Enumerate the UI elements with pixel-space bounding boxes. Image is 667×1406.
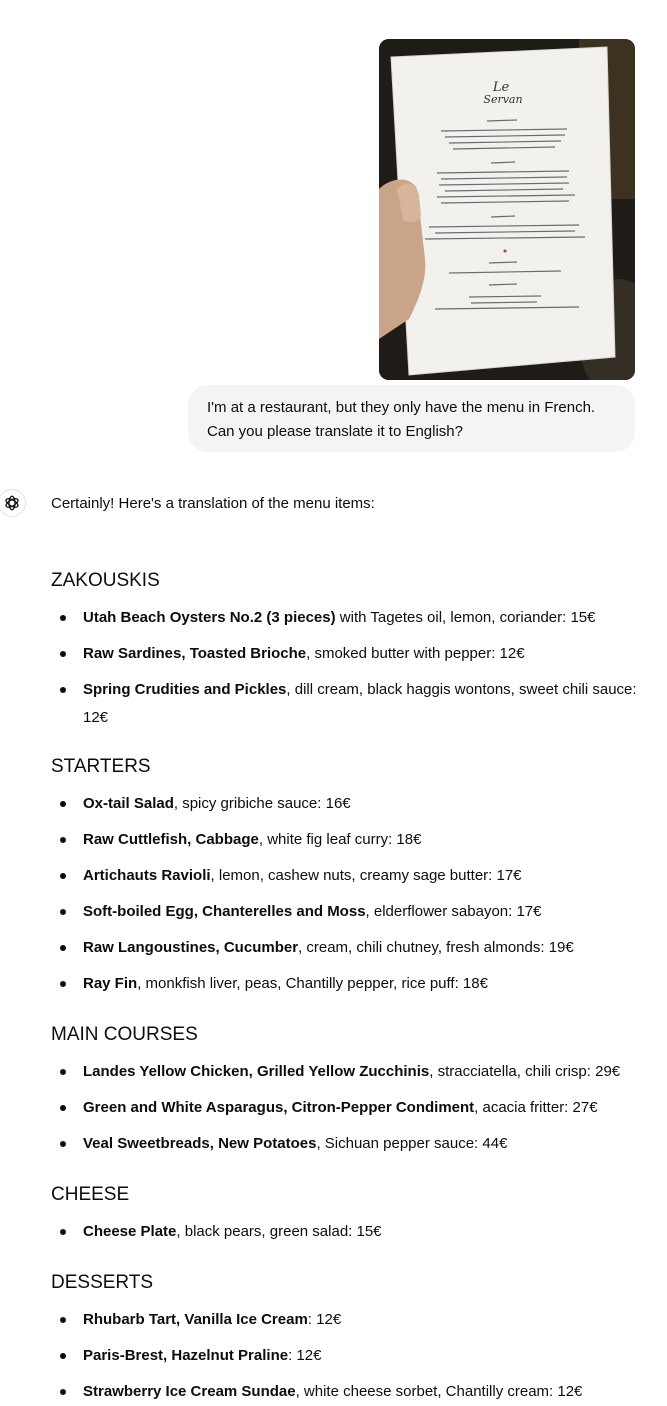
menu-item-name: Artichauts Ravioli [83,867,211,884]
menu-item-name: Raw Cuttlefish, Cabbage [83,831,259,848]
menu-item-details: , white cheese sorbet, Chantilly cream: 12€ [295,1383,583,1400]
menu-item-name: Cheese Plate [83,1223,177,1240]
bullet-icon [60,873,66,879]
menu-item [51,604,641,632]
bullet-icon [60,1353,66,1359]
svg-text:Servan: Servan [483,93,523,106]
menu-item [51,1130,641,1158]
menu-item-details: : 12€ [307,1311,342,1328]
menu-item [51,934,641,962]
menu-item [51,1378,641,1406]
bullet-icon [60,687,66,693]
bullet-icon [60,801,66,807]
section-heading: ZAKOUSKIS [51,570,160,591]
menu-item [51,970,641,998]
bullet-icon [60,837,66,843]
menu-item-details: , stracciatella, chili crisp: 29€ [429,1063,621,1080]
bullet-icon [60,615,66,621]
menu-item-details: , cream, chili chutney, fresh almonds: 19€ [298,939,574,956]
menu-item-name: Spring Crudities and Pickles [83,681,287,698]
bullet-icon [60,1141,66,1147]
menu-item [51,898,641,926]
menu-item-details: : 12€ [288,1347,322,1364]
menu-item-name: Raw Langoustines, Cucumber [83,939,299,956]
menu-item-details: , monkfish liver, peas, Chantilly pepper, rice puff: 18€ [137,975,488,992]
menu-item-name: Paris-Brest, Hazelnut Praline [83,1347,289,1364]
menu-item [51,676,641,732]
menu-item [51,1058,641,1086]
menu-item-name: Green and White Asparagus, Citron-Pepper Condiment [83,1099,475,1116]
menu-item-name: Ray Fin [83,975,138,992]
user-message-text: I'm at a restaurant, but they only have the menu in French. Can you please translate it to English? [207,399,596,440]
assistant-avatar [0,489,26,517]
assistant-message [51,492,641,1400]
bullet-icon [60,1105,66,1111]
user-message-bubble [188,385,635,452]
menu-item [51,1342,641,1370]
section-heading: MAIN COURSES [51,1024,198,1045]
menu-item-name: Landes Yellow Chicken, Grilled Yellow Zucchinis [83,1063,430,1080]
menu-item-details: with Tagetes oil, lemon, coriander: 15€ [335,609,596,626]
menu-item-details: , spicy gribiche sauce: 16€ [173,795,351,812]
bullet-icon [60,909,66,915]
menu-item-details: , black pears, green salad: 15€ [176,1223,382,1240]
menu-item [51,1094,641,1122]
bullet-icon [60,651,66,657]
menu-item-name: Raw Sardines, Toasted Brioche [83,645,307,662]
openai-logo-icon [3,494,21,512]
menu-item-details: , elderflower sabayon: 17€ [365,903,542,920]
bullet-icon [60,945,66,951]
menu-item [51,1306,641,1334]
menu-item-details: , lemon, cashew nuts, creamy sage butter: 17€ [210,867,522,884]
svg-text:Le: Le [492,80,510,95]
menu-item [51,826,641,854]
bullet-icon [60,981,66,987]
menu-item-name: Veal Sweetbreads, New Potatoes [83,1135,317,1152]
menu-item-name: Ox-tail Salad [83,795,174,812]
menu-item-name: Utah Beach Oysters No.2 (3 pieces) [83,609,336,626]
menu-item-details: , white fig leaf curry: 18€ [258,831,422,848]
menu-item-name: Soft-boiled Egg, Chanterelles and Moss [83,903,366,920]
menu-item-name: Rhubarb Tart, Vanilla Ice Cream [83,1311,308,1328]
menu-item [51,790,641,818]
menu-item-details: , acacia fritter: 27€ [474,1099,598,1116]
menu-item-details: , smoked butter with pepper: 12€ [306,645,525,662]
menu-item-details: , dill cream, black haggis wontons, sweet chili sauce: 12€ [83,681,637,726]
section-heading: STARTERS [51,756,151,777]
menu-item [51,862,641,890]
assistant-intro: Certainly! Here's a translation of the menu items: [51,495,375,512]
menu-photo[interactable] [379,39,635,380]
section-heading: DESSERTS [51,1272,154,1293]
menu-item-name: Strawberry Ice Cream Sundae [83,1383,296,1400]
menu-photo-illustration [379,39,635,380]
section-heading: CHEESE [51,1184,130,1205]
bullet-icon [60,1317,66,1323]
bullet-icon [60,1069,66,1075]
bullet-icon [60,1229,66,1235]
menu-item [51,640,641,668]
menu-item-details: , Sichuan pepper sauce: 44€ [316,1135,508,1152]
menu-item [51,1218,641,1246]
